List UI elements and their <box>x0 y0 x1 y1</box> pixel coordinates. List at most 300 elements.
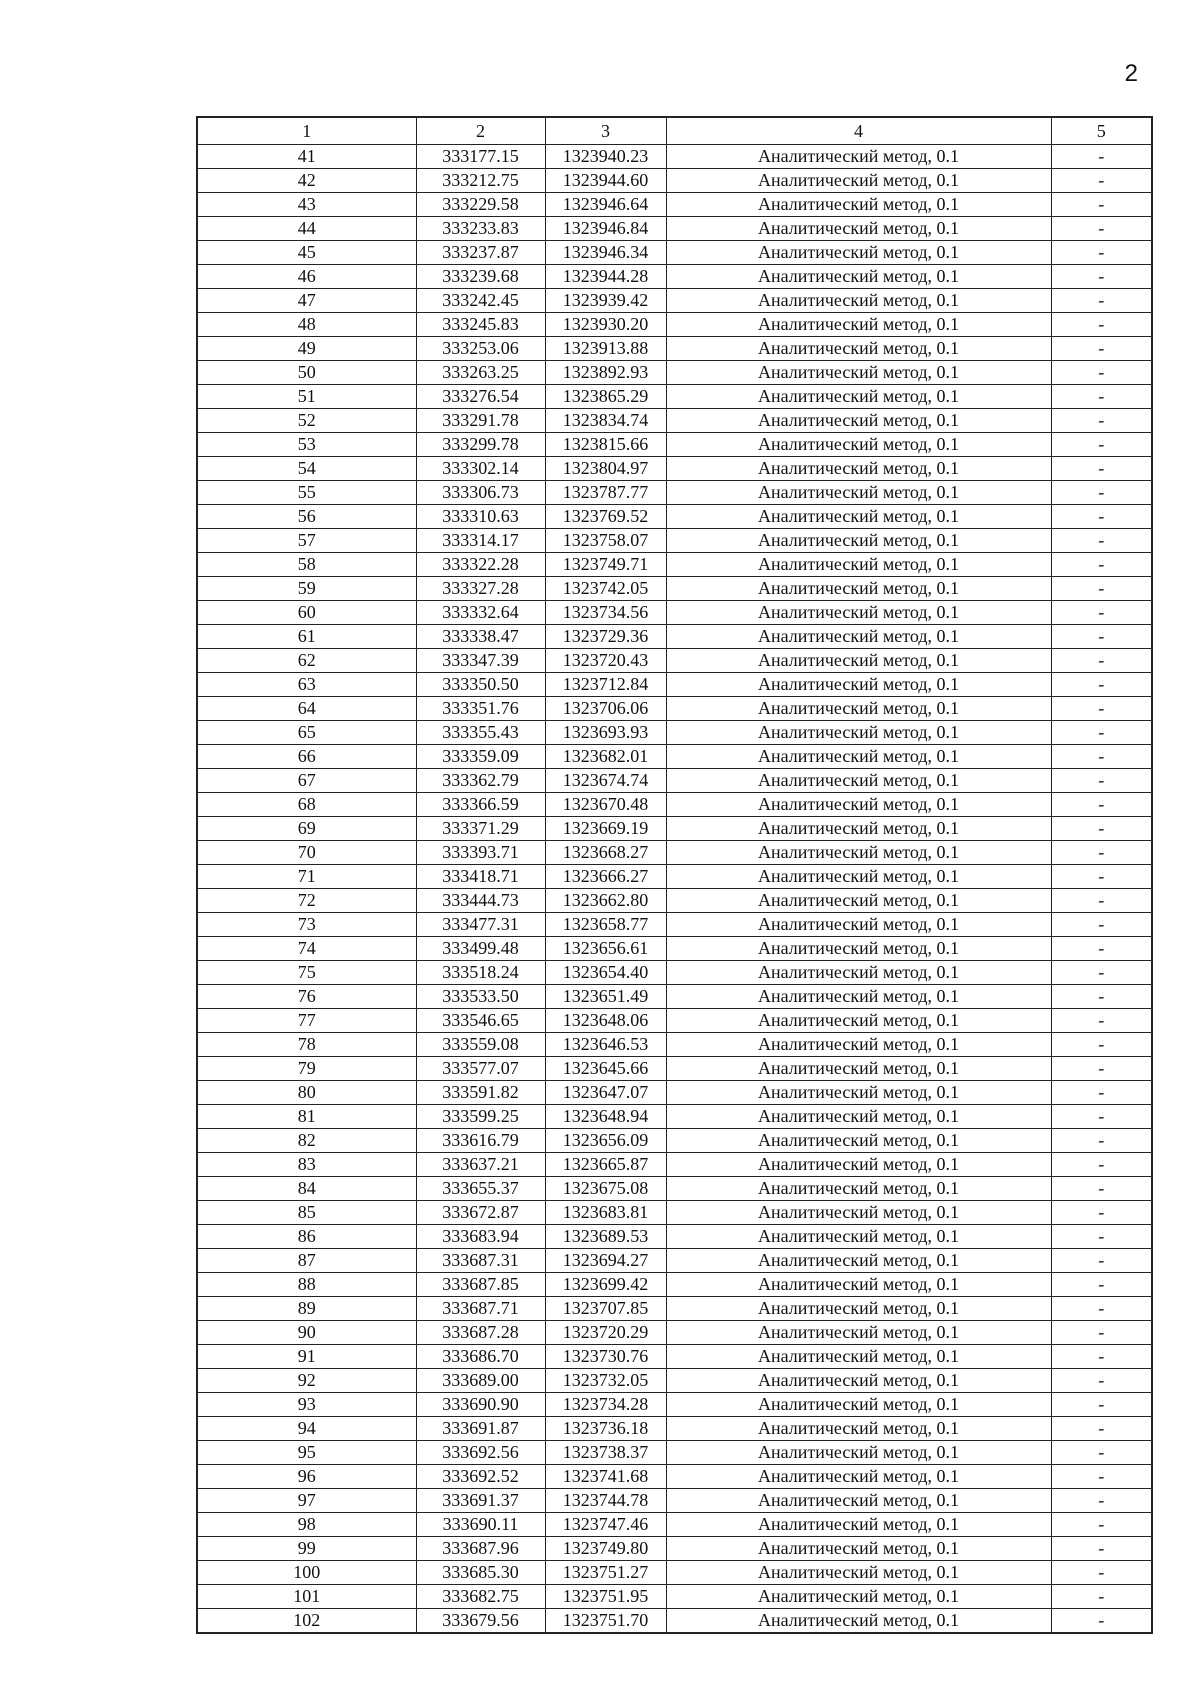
note-cell: - <box>1051 1489 1152 1513</box>
note-cell: - <box>1051 1201 1152 1225</box>
point-number-cell: 91 <box>197 1345 416 1369</box>
x-coordinate-cell: 333338.47 <box>416 625 545 649</box>
point-number-cell: 47 <box>197 289 416 313</box>
point-number-cell: 55 <box>197 481 416 505</box>
x-coordinate-cell: 333306.73 <box>416 481 545 505</box>
y-coordinate-cell: 1323699.42 <box>545 1273 666 1297</box>
y-coordinate-cell: 1323758.07 <box>545 529 666 553</box>
y-coordinate-cell: 1323749.71 <box>545 553 666 577</box>
x-coordinate-cell: 333591.82 <box>416 1081 545 1105</box>
method-cell: Аналитический метод, 0.1 <box>666 1057 1051 1081</box>
x-coordinate-cell: 333687.71 <box>416 1297 545 1321</box>
y-coordinate-cell: 1323707.85 <box>545 1297 666 1321</box>
table-row <box>197 1441 1152 1465</box>
method-cell: Аналитический метод, 0.1 <box>666 913 1051 937</box>
method-cell: Аналитический метод, 0.1 <box>666 313 1051 337</box>
column-header-2: 2 <box>416 117 545 145</box>
table-row <box>197 1513 1152 1537</box>
y-coordinate-cell: 1323751.27 <box>545 1561 666 1585</box>
x-coordinate-cell: 333687.31 <box>416 1249 545 1273</box>
x-coordinate-cell: 333655.37 <box>416 1177 545 1201</box>
table-row <box>197 1249 1152 1273</box>
point-number-cell: 50 <box>197 361 416 385</box>
method-cell: Аналитический метод, 0.1 <box>666 1201 1051 1225</box>
table-row <box>197 1609 1152 1634</box>
method-cell: Аналитический метод, 0.1 <box>666 193 1051 217</box>
table-row <box>197 1345 1152 1369</box>
x-coordinate-cell: 333599.25 <box>416 1105 545 1129</box>
x-coordinate-cell: 333444.73 <box>416 889 545 913</box>
table-row <box>197 961 1152 985</box>
table-row <box>197 1177 1152 1201</box>
x-coordinate-cell: 333683.94 <box>416 1225 545 1249</box>
note-cell: - <box>1051 169 1152 193</box>
note-cell: - <box>1051 625 1152 649</box>
note-cell: - <box>1051 1033 1152 1057</box>
x-coordinate-cell: 333616.79 <box>416 1129 545 1153</box>
x-coordinate-cell: 333687.28 <box>416 1321 545 1345</box>
note-cell: - <box>1051 793 1152 817</box>
y-coordinate-cell: 1323946.64 <box>545 193 666 217</box>
point-number-cell: 98 <box>197 1513 416 1537</box>
y-coordinate-cell: 1323648.94 <box>545 1105 666 1129</box>
method-cell: Аналитический метод, 0.1 <box>666 745 1051 769</box>
table-row <box>197 553 1152 577</box>
point-number-cell: 64 <box>197 697 416 721</box>
note-cell: - <box>1051 1009 1152 1033</box>
note-cell: - <box>1051 1369 1152 1393</box>
note-cell: - <box>1051 1129 1152 1153</box>
x-coordinate-cell: 333518.24 <box>416 961 545 985</box>
x-coordinate-cell: 333242.45 <box>416 289 545 313</box>
point-number-cell: 82 <box>197 1129 416 1153</box>
method-cell: Аналитический метод, 0.1 <box>666 769 1051 793</box>
point-number-cell: 69 <box>197 817 416 841</box>
note-cell: - <box>1051 553 1152 577</box>
table-row <box>197 841 1152 865</box>
y-coordinate-cell: 1323946.34 <box>545 241 666 265</box>
table-row <box>197 241 1152 265</box>
y-coordinate-cell: 1323944.28 <box>545 265 666 289</box>
y-coordinate-cell: 1323892.93 <box>545 361 666 385</box>
y-coordinate-cell: 1323736.18 <box>545 1417 666 1441</box>
table-row <box>197 1297 1152 1321</box>
table-row <box>197 1393 1152 1417</box>
point-number-cell: 46 <box>197 265 416 289</box>
point-number-cell: 79 <box>197 1057 416 1081</box>
y-coordinate-cell: 1323769.52 <box>545 505 666 529</box>
method-cell: Аналитический метод, 0.1 <box>666 145 1051 169</box>
method-cell: Аналитический метод, 0.1 <box>666 1609 1051 1634</box>
point-number-cell: 68 <box>197 793 416 817</box>
y-coordinate-cell: 1323683.81 <box>545 1201 666 1225</box>
y-coordinate-cell: 1323658.77 <box>545 913 666 937</box>
x-coordinate-cell: 333679.56 <box>416 1609 545 1634</box>
x-coordinate-cell: 333685.30 <box>416 1561 545 1585</box>
point-number-cell: 59 <box>197 577 416 601</box>
note-cell: - <box>1051 1057 1152 1081</box>
method-cell: Аналитический метод, 0.1 <box>666 529 1051 553</box>
note-cell: - <box>1051 241 1152 265</box>
x-coordinate-cell: 333233.83 <box>416 217 545 241</box>
note-cell: - <box>1051 577 1152 601</box>
table-row <box>197 1369 1152 1393</box>
table-row <box>197 1417 1152 1441</box>
method-cell: Аналитический метод, 0.1 <box>666 553 1051 577</box>
method-cell: Аналитический метод, 0.1 <box>666 1105 1051 1129</box>
table-row <box>197 1321 1152 1345</box>
column-header-1: 1 <box>197 117 416 145</box>
y-coordinate-cell: 1323738.37 <box>545 1441 666 1465</box>
x-coordinate-cell: 333418.71 <box>416 865 545 889</box>
method-cell: Аналитический метод, 0.1 <box>666 1249 1051 1273</box>
point-number-cell: 61 <box>197 625 416 649</box>
y-coordinate-cell: 1323747.46 <box>545 1513 666 1537</box>
y-coordinate-cell: 1323675.08 <box>545 1177 666 1201</box>
x-coordinate-cell: 333686.70 <box>416 1345 545 1369</box>
x-coordinate-cell: 333314.17 <box>416 529 545 553</box>
table-row <box>197 865 1152 889</box>
note-cell: - <box>1051 337 1152 361</box>
method-cell: Аналитический метод, 0.1 <box>666 457 1051 481</box>
point-number-cell: 49 <box>197 337 416 361</box>
y-coordinate-cell: 1323656.61 <box>545 937 666 961</box>
point-number-cell: 63 <box>197 673 416 697</box>
x-coordinate-cell: 333477.31 <box>416 913 545 937</box>
method-cell: Аналитический метод, 0.1 <box>666 1273 1051 1297</box>
table-row <box>197 313 1152 337</box>
table-row <box>197 1129 1152 1153</box>
point-number-cell: 42 <box>197 169 416 193</box>
point-number-cell: 73 <box>197 913 416 937</box>
x-coordinate-cell: 333177.15 <box>416 145 545 169</box>
note-cell: - <box>1051 1321 1152 1345</box>
x-coordinate-cell: 333310.63 <box>416 505 545 529</box>
x-coordinate-cell: 333546.65 <box>416 1009 545 1033</box>
x-coordinate-cell: 333276.54 <box>416 385 545 409</box>
y-coordinate-cell: 1323706.06 <box>545 697 666 721</box>
point-number-cell: 99 <box>197 1537 416 1561</box>
x-coordinate-cell: 333692.56 <box>416 1441 545 1465</box>
column-header-4: 4 <box>666 117 1051 145</box>
method-cell: Аналитический метод, 0.1 <box>666 241 1051 265</box>
y-coordinate-cell: 1323693.93 <box>545 721 666 745</box>
page-number: 2 <box>1124 60 1138 87</box>
x-coordinate-cell: 333682.75 <box>416 1585 545 1609</box>
note-cell: - <box>1051 361 1152 385</box>
x-coordinate-cell: 333577.07 <box>416 1057 545 1081</box>
method-cell: Аналитический метод, 0.1 <box>666 1297 1051 1321</box>
point-number-cell: 87 <box>197 1249 416 1273</box>
method-cell: Аналитический метод, 0.1 <box>666 841 1051 865</box>
note-cell: - <box>1051 505 1152 529</box>
method-cell: Аналитический метод, 0.1 <box>666 433 1051 457</box>
point-number-cell: 94 <box>197 1417 416 1441</box>
point-number-cell: 74 <box>197 937 416 961</box>
point-number-cell: 86 <box>197 1225 416 1249</box>
method-cell: Аналитический метод, 0.1 <box>666 1225 1051 1249</box>
table-row <box>197 457 1152 481</box>
method-cell: Аналитический метод, 0.1 <box>666 385 1051 409</box>
point-number-cell: 58 <box>197 553 416 577</box>
x-coordinate-cell: 333239.68 <box>416 265 545 289</box>
y-coordinate-cell: 1323670.48 <box>545 793 666 817</box>
note-cell: - <box>1051 481 1152 505</box>
point-number-cell: 77 <box>197 1009 416 1033</box>
table-row <box>197 1561 1152 1585</box>
note-cell: - <box>1051 1465 1152 1489</box>
note-cell: - <box>1051 889 1152 913</box>
y-coordinate-cell: 1323682.01 <box>545 745 666 769</box>
note-cell: - <box>1051 313 1152 337</box>
point-number-cell: 66 <box>197 745 416 769</box>
note-cell: - <box>1051 529 1152 553</box>
note-cell: - <box>1051 385 1152 409</box>
point-number-cell: 48 <box>197 313 416 337</box>
x-coordinate-cell: 333371.29 <box>416 817 545 841</box>
method-cell: Аналитический метод, 0.1 <box>666 481 1051 505</box>
x-coordinate-cell: 333359.09 <box>416 745 545 769</box>
point-number-cell: 81 <box>197 1105 416 1129</box>
table-row <box>197 697 1152 721</box>
x-coordinate-cell: 333689.00 <box>416 1369 545 1393</box>
method-cell: Аналитический метод, 0.1 <box>666 361 1051 385</box>
note-cell: - <box>1051 937 1152 961</box>
note-cell: - <box>1051 865 1152 889</box>
note-cell: - <box>1051 1561 1152 1585</box>
method-cell: Аналитический метод, 0.1 <box>666 1153 1051 1177</box>
method-cell: Аналитический метод, 0.1 <box>666 673 1051 697</box>
point-number-cell: 71 <box>197 865 416 889</box>
y-coordinate-cell: 1323647.07 <box>545 1081 666 1105</box>
point-number-cell: 95 <box>197 1441 416 1465</box>
table-row <box>197 1033 1152 1057</box>
x-coordinate-cell: 333237.87 <box>416 241 545 265</box>
y-coordinate-cell: 1323834.74 <box>545 409 666 433</box>
point-number-cell: 70 <box>197 841 416 865</box>
note-cell: - <box>1051 649 1152 673</box>
table-row <box>197 937 1152 961</box>
x-coordinate-cell: 333393.71 <box>416 841 545 865</box>
note-cell: - <box>1051 1153 1152 1177</box>
method-cell: Аналитический метод, 0.1 <box>666 625 1051 649</box>
note-cell: - <box>1051 841 1152 865</box>
x-coordinate-cell: 333355.43 <box>416 721 545 745</box>
point-number-cell: 93 <box>197 1393 416 1417</box>
note-cell: - <box>1051 1345 1152 1369</box>
note-cell: - <box>1051 193 1152 217</box>
column-header-5: 5 <box>1051 117 1152 145</box>
note-cell: - <box>1051 1273 1152 1297</box>
method-cell: Аналитический метод, 0.1 <box>666 1033 1051 1057</box>
table-row <box>197 337 1152 361</box>
x-coordinate-cell: 333690.90 <box>416 1393 545 1417</box>
method-cell: Аналитический метод, 0.1 <box>666 1465 1051 1489</box>
x-coordinate-cell: 333692.52 <box>416 1465 545 1489</box>
y-coordinate-cell: 1323646.53 <box>545 1033 666 1057</box>
note-cell: - <box>1051 1585 1152 1609</box>
method-cell: Аналитический метод, 0.1 <box>666 1393 1051 1417</box>
y-coordinate-cell: 1323689.53 <box>545 1225 666 1249</box>
table-row <box>197 169 1152 193</box>
method-cell: Аналитический метод, 0.1 <box>666 601 1051 625</box>
note-cell: - <box>1051 1609 1152 1634</box>
y-coordinate-cell: 1323654.40 <box>545 961 666 985</box>
table-header-row <box>197 117 1152 145</box>
method-cell: Аналитический метод, 0.1 <box>666 1417 1051 1441</box>
x-coordinate-cell: 333533.50 <box>416 985 545 1009</box>
point-number-cell: 53 <box>197 433 416 457</box>
point-number-cell: 76 <box>197 985 416 1009</box>
table-row <box>197 1273 1152 1297</box>
note-cell: - <box>1051 1513 1152 1537</box>
table-row <box>197 913 1152 937</box>
point-number-cell: 101 <box>197 1585 416 1609</box>
table-row <box>197 481 1152 505</box>
point-number-cell: 75 <box>197 961 416 985</box>
x-coordinate-cell: 333687.85 <box>416 1273 545 1297</box>
point-number-cell: 90 <box>197 1321 416 1345</box>
table-row <box>197 433 1152 457</box>
table-row <box>197 625 1152 649</box>
note-cell: - <box>1051 1441 1152 1465</box>
y-coordinate-cell: 1323751.70 <box>545 1609 666 1634</box>
y-coordinate-cell: 1323645.66 <box>545 1057 666 1081</box>
table-row <box>197 529 1152 553</box>
x-coordinate-cell: 333691.37 <box>416 1489 545 1513</box>
method-cell: Аналитический метод, 0.1 <box>666 289 1051 313</box>
method-cell: Аналитический метод, 0.1 <box>666 793 1051 817</box>
table-row <box>197 265 1152 289</box>
x-coordinate-cell: 333687.96 <box>416 1537 545 1561</box>
point-number-cell: 80 <box>197 1081 416 1105</box>
method-cell: Аналитический метод, 0.1 <box>666 1009 1051 1033</box>
x-coordinate-cell: 333212.75 <box>416 169 545 193</box>
note-cell: - <box>1051 217 1152 241</box>
x-coordinate-cell: 333291.78 <box>416 409 545 433</box>
method-cell: Аналитический метод, 0.1 <box>666 1321 1051 1345</box>
y-coordinate-cell: 1323751.95 <box>545 1585 666 1609</box>
table-row <box>197 601 1152 625</box>
table-row <box>197 505 1152 529</box>
x-coordinate-cell: 333691.87 <box>416 1417 545 1441</box>
x-coordinate-cell: 333253.06 <box>416 337 545 361</box>
note-cell: - <box>1051 817 1152 841</box>
y-coordinate-cell: 1323734.56 <box>545 601 666 625</box>
point-number-cell: 51 <box>197 385 416 409</box>
y-coordinate-cell: 1323946.84 <box>545 217 666 241</box>
table-row <box>197 1585 1152 1609</box>
point-number-cell: 65 <box>197 721 416 745</box>
method-cell: Аналитический метод, 0.1 <box>666 1081 1051 1105</box>
x-coordinate-cell: 333366.59 <box>416 793 545 817</box>
point-number-cell: 44 <box>197 217 416 241</box>
x-coordinate-cell: 333559.08 <box>416 1033 545 1057</box>
x-coordinate-cell: 333322.28 <box>416 553 545 577</box>
table-row <box>197 769 1152 793</box>
point-number-cell: 54 <box>197 457 416 481</box>
point-number-cell: 52 <box>197 409 416 433</box>
y-coordinate-cell: 1323742.05 <box>545 577 666 601</box>
point-number-cell: 43 <box>197 193 416 217</box>
table-row <box>197 985 1152 1009</box>
table-row <box>197 1009 1152 1033</box>
method-cell: Аналитический метод, 0.1 <box>666 961 1051 985</box>
table-row <box>197 289 1152 313</box>
point-number-cell: 84 <box>197 1177 416 1201</box>
y-coordinate-cell: 1323666.27 <box>545 865 666 889</box>
method-cell: Аналитический метод, 0.1 <box>666 985 1051 1009</box>
x-coordinate-cell: 333229.58 <box>416 193 545 217</box>
table-row <box>197 793 1152 817</box>
y-coordinate-cell: 1323729.36 <box>545 625 666 649</box>
point-number-cell: 89 <box>197 1297 416 1321</box>
y-coordinate-cell: 1323787.77 <box>545 481 666 505</box>
method-cell: Аналитический метод, 0.1 <box>666 1489 1051 1513</box>
table-row <box>197 1105 1152 1129</box>
method-cell: Аналитический метод, 0.1 <box>666 889 1051 913</box>
table-row <box>197 409 1152 433</box>
method-cell: Аналитический метод, 0.1 <box>666 169 1051 193</box>
point-number-cell: 78 <box>197 1033 416 1057</box>
table-row <box>197 1057 1152 1081</box>
point-number-cell: 83 <box>197 1153 416 1177</box>
point-number-cell: 96 <box>197 1465 416 1489</box>
y-coordinate-cell: 1323940.23 <box>545 145 666 169</box>
y-coordinate-cell: 1323732.05 <box>545 1369 666 1393</box>
x-coordinate-cell: 333263.25 <box>416 361 545 385</box>
x-coordinate-cell: 333347.39 <box>416 649 545 673</box>
method-cell: Аналитический метод, 0.1 <box>666 937 1051 961</box>
note-cell: - <box>1051 745 1152 769</box>
y-coordinate-cell: 1323930.20 <box>545 313 666 337</box>
y-coordinate-cell: 1323669.19 <box>545 817 666 841</box>
note-cell: - <box>1051 457 1152 481</box>
table-body <box>197 145 1152 1634</box>
table-row <box>197 1225 1152 1249</box>
table-row <box>197 1537 1152 1561</box>
note-cell: - <box>1051 1249 1152 1273</box>
note-cell: - <box>1051 265 1152 289</box>
point-number-cell: 57 <box>197 529 416 553</box>
y-coordinate-cell: 1323730.76 <box>545 1345 666 1369</box>
method-cell: Аналитический метод, 0.1 <box>666 697 1051 721</box>
table-row <box>197 745 1152 769</box>
method-cell: Аналитический метод, 0.1 <box>666 865 1051 889</box>
note-cell: - <box>1051 1105 1152 1129</box>
x-coordinate-cell: 333332.64 <box>416 601 545 625</box>
method-cell: Аналитический метод, 0.1 <box>666 265 1051 289</box>
point-number-cell: 88 <box>197 1273 416 1297</box>
method-cell: Аналитический метод, 0.1 <box>666 505 1051 529</box>
note-cell: - <box>1051 673 1152 697</box>
method-cell: Аналитический метод, 0.1 <box>666 337 1051 361</box>
method-cell: Аналитический метод, 0.1 <box>666 1561 1051 1585</box>
method-cell: Аналитический метод, 0.1 <box>666 1537 1051 1561</box>
y-coordinate-cell: 1323815.66 <box>545 433 666 457</box>
y-coordinate-cell: 1323668.27 <box>545 841 666 865</box>
table-row <box>197 649 1152 673</box>
note-cell: - <box>1051 601 1152 625</box>
x-coordinate-cell: 333362.79 <box>416 769 545 793</box>
point-number-cell: 102 <box>197 1609 416 1634</box>
column-header-3: 3 <box>545 117 666 145</box>
y-coordinate-cell: 1323734.28 <box>545 1393 666 1417</box>
method-cell: Аналитический метод, 0.1 <box>666 1177 1051 1201</box>
coordinates-table <box>196 116 1153 1634</box>
y-coordinate-cell: 1323939.42 <box>545 289 666 313</box>
table-row <box>197 193 1152 217</box>
